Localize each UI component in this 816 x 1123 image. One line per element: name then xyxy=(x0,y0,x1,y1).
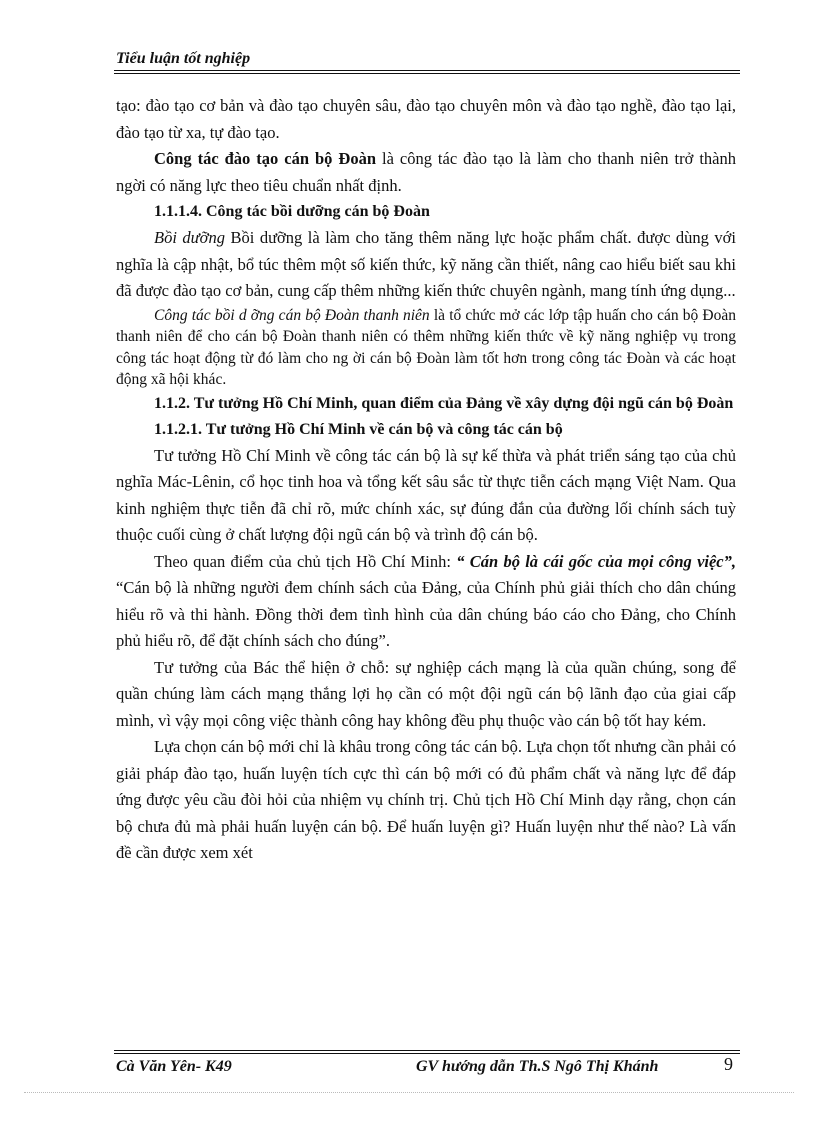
paragraph-cadre-root xyxy=(116,549,736,655)
header-rule-bottom xyxy=(114,73,740,74)
paragraph-ho-chi-minh-thought: Tư tưởng Hồ Chí Minh về công tác cán bộ là sự kế thừa và phát triển sáng tạo của chủ nghĩa Mác-Lênin, cổ học tinh hoa và tổng kết sâu sắc từ thực tiễn cách mạng Việt Nam. Qua kinh nghiệm thực tiễn đã chỉ rõ, mức chính xác, sự đúng đắn của đường lối chính sách tuỳ thuộc cuối cùng ở chất lượng đội ngũ cán bộ và trình độ cán bộ. xyxy=(116,445,736,544)
header-rule-top xyxy=(114,70,740,71)
quote-cadre-root: “ Cán bộ là cái gốc của mọi công việc”, xyxy=(456,551,736,571)
page-bottom-dotted-line xyxy=(24,1092,794,1093)
footer-rule-top xyxy=(114,1050,740,1051)
footer-author: Cà Văn Yên- K49 xyxy=(116,1058,232,1075)
paragraph-fostering-definition xyxy=(116,225,736,305)
term-youth-fostering: Công tác bồi d ỡng cán bộ Đoàn thanh niên xyxy=(154,306,430,324)
paragraph-training-text: là công tác đào tạo là làm cho thanh niên trở thành ngời có năng lực theo tiêu chuẩn nhất định. xyxy=(116,149,736,195)
page-header-title: Tiểu luận tốt nghiệp xyxy=(116,50,251,67)
document-body xyxy=(116,93,736,867)
heading-1-1-1-4: 1.1.1.4. Công tác bồi dưỡng cán bộ Đoàn xyxy=(154,203,430,220)
heading-1-1-2: 1.1.2. Tư tưởng Hồ Chí Minh, quan điểm của Đảng về xây dựng đội ngũ cán bộ Đoàn xyxy=(154,394,734,412)
paragraph-fostering-text: Bồi dưỡng là làm cho tăng thêm năng lực hoặc phẩm chất. được dùng với nghĩa là cập nhật, bổ túc thêm một số kiến thức, kỹ năng cần thiết, nâng cao hiểu biết sau khi đã được đào tạo cơ bản, cung cấp thêm những kiến thức chuyên ngành, mang tính ứng dụng... xyxy=(116,228,736,300)
term-training: Công tác đào tạo cán bộ Đoàn xyxy=(154,149,376,168)
term-fostering: Bồi dưỡng xyxy=(154,228,225,247)
paragraph-training-definition xyxy=(116,146,736,199)
page-number: 9 xyxy=(724,1054,733,1074)
heading-1-1-2-1: 1.1.2.1. Tư tưởng Hồ Chí Minh về cán bộ và công tác cán bộ xyxy=(154,420,563,438)
paragraph-cadre-selection: Lựa chọn cán bộ mới chỉ là khâu trong công tác cán bộ. Lựa chọn tốt nhưng cần phải có giải pháp đào tạo, huấn luyện tích cực thì cán bộ mới có đủ phẩm chất và năng lực để đáp ứng được yêu cầu đòi hỏi của nhiệm vụ chính trị. Chủ tịch Hồ Chí Minh dạy rằng, chọn cán bộ chưa đủ mà phải huấn luyện cán bộ. Để huấn luyện gì? Huấn luyện như thế nào? Là vấn đề cần được xem xét xyxy=(116,737,736,862)
paragraph-cadre-text: “Cán bộ là những người đem chính sách của Đảng, của Chính phủ giải thích cho dân chúng hiểu rõ và thi hành. Đồng thời đem tình hình của dân chúng báo cáo cho Đảng, cho Chính phủ hiểu rõ, để đặt chính sách cho đúng”. xyxy=(116,578,736,650)
paragraph-youth-fostering xyxy=(116,305,736,391)
paragraph-cadre-intro: Theo quan điểm của chủ tịch Hồ Chí Minh: xyxy=(154,551,457,571)
footer-rule-bottom xyxy=(114,1053,740,1054)
paragraph-youth-fostering-text: là tổ chức mở các lớp tập huấn cho cán bộ Đoàn thanh niên để cho cán bộ Đoàn thanh niên có thêm những kiến thức về kỹ năng nghiệp vụ trong công tác hoạt động từ đó làm cho ng ời cán bộ Đoàn làm tốt hơn trong công tác Đoàn và các hoạt động xã hội khác. xyxy=(116,306,736,388)
paragraph-revolution-masses: Tư tưởng của Bác thể hiện ở chỗ: sự nghiệp cách mạng là của quần chúng, song để quần chúng làm cách mạng thắng lợi họ cần có một đội ngũ cán bộ lãnh đạo của giai cấp mình, vì vậy mọi công việc thành công hay không đều phụ thuộc vào cán bộ tốt hay kém. xyxy=(116,657,736,730)
paragraph-training-types: tạo: đào tạo cơ bản và đào tạo chuyên sâu, đào tạo chuyên môn và đào tạo nghề, đào tạo lại, đào tạo từ xa, tự đào tạo. xyxy=(116,96,736,142)
footer-advisor: GV hướng dẫn Th.S Ngô Thị Khánh xyxy=(416,1058,659,1075)
